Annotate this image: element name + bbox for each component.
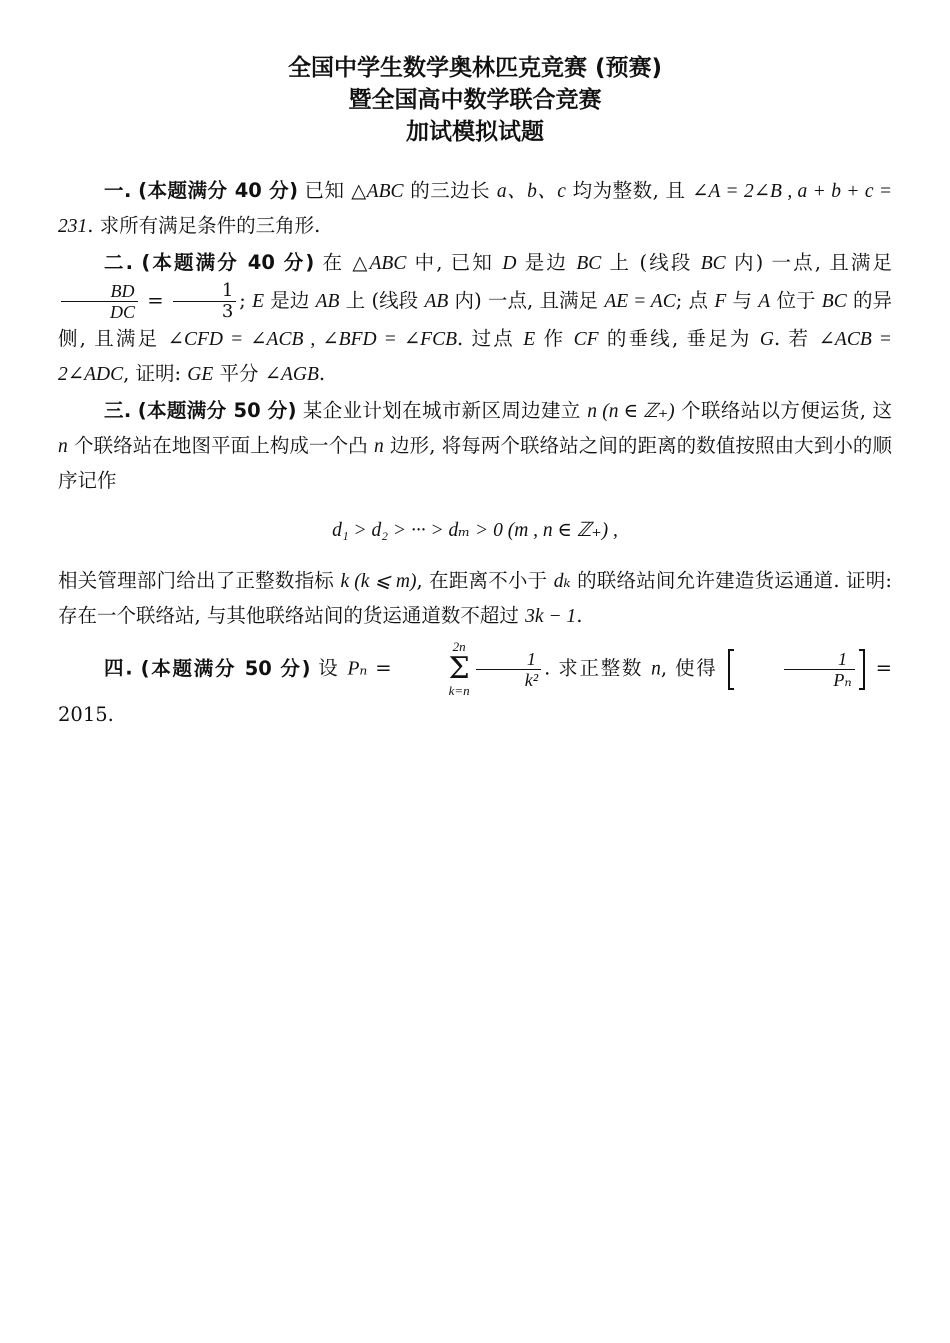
- summation: [402, 640, 469, 698]
- math: n: [58, 436, 68, 457]
- math: △ABC: [351, 181, 404, 202]
- fraction-denominator: k²: [524, 669, 539, 690]
- text: , 在距离不小于: [416, 569, 554, 592]
- math: BC: [821, 291, 847, 312]
- problem-number: 三.: [104, 399, 132, 422]
- math: CF: [573, 329, 599, 350]
- text: 内) 一点, 且满足: [448, 289, 605, 312]
- text: ; 点: [675, 289, 715, 312]
- text: 位于: [770, 289, 822, 312]
- problem-3: [58, 394, 892, 498]
- text: 已知: [304, 179, 352, 202]
- problem-number: 二.: [104, 251, 134, 274]
- text: 某企业计划在城市新区周边建立: [302, 399, 588, 422]
- math: D: [502, 253, 517, 274]
- fraction-denominator: Pₙ: [833, 669, 852, 690]
- fraction-numerator: 1: [173, 281, 236, 302]
- math: F: [714, 291, 727, 312]
- math: A: [758, 291, 771, 312]
- math: Pₙ: [347, 658, 368, 680]
- text: .: [576, 604, 583, 627]
- text: 均为整数, 且: [565, 179, 693, 202]
- text: 中, 已知: [406, 251, 503, 274]
- math: ∠ACB = 2∠ADC: [58, 329, 892, 385]
- title-line-2: 暨全国高中数学联合竞赛: [348, 87, 602, 113]
- text: 的异侧, 且满足: [58, 289, 892, 350]
- fraction-one-over-pn: [784, 649, 854, 690]
- math: ∠A = 2∠B , a + b + c = 231: [58, 181, 892, 237]
- text: 上 (线段: [601, 251, 701, 274]
- math: AB: [315, 291, 340, 312]
- problem-score: (本题满分 40 分): [138, 179, 299, 202]
- problem-number: 一.: [104, 179, 132, 202]
- problem-list: [58, 174, 892, 732]
- problem-score: (本题满分 40 分): [141, 251, 315, 274]
- text: 的三边长: [403, 179, 497, 202]
- problem-4: [58, 640, 892, 732]
- math: n: [374, 436, 384, 457]
- math: △ABC: [352, 253, 407, 274]
- fraction-one-third: [173, 281, 236, 322]
- fraction-numerator: 1: [476, 649, 541, 670]
- fraction-denominator: 3: [221, 301, 234, 322]
- math: ∠CFD = ∠ACB , ∠BFD = ∠FCB: [167, 329, 458, 350]
- problem-3-continued: [58, 564, 892, 634]
- fraction-one-over-k-squared: [476, 649, 541, 690]
- math: n: [651, 658, 661, 680]
- math: E: [523, 329, 536, 350]
- text: .: [318, 362, 326, 385]
- text: = 2015.: [58, 656, 892, 726]
- text: 是边: [264, 289, 316, 312]
- math: G: [759, 329, 774, 350]
- text: 内) 一点, 且满足: [725, 251, 893, 274]
- math: k (k ⩽ m): [340, 571, 417, 592]
- fraction-denominator: DC: [110, 302, 136, 322]
- exam-title: [58, 52, 892, 148]
- fraction-numerator: BD: [61, 281, 138, 302]
- text: 的联络站间允许建造货运通道. 证明: 存在一个联络站, 与其他联络站间的货运通道数不超过: [58, 569, 892, 627]
- math: GE: [187, 364, 214, 385]
- sigma-symbol: Σ: [448, 651, 470, 686]
- text: , 证明:: [123, 362, 188, 385]
- problem-score: (本题满分 50 分): [137, 399, 297, 422]
- math: BC: [700, 253, 726, 274]
- display-equation: d₁ > d₂ > ··· > dₘ > 0 (m , n ∈ ℤ₊) ,: [332, 520, 618, 541]
- math: a、b、c: [496, 181, 566, 202]
- fraction-bd-dc: [61, 281, 138, 322]
- problem-2: [58, 246, 892, 392]
- text: ;: [239, 289, 253, 312]
- math: BC: [576, 253, 602, 274]
- text: , 使得: [660, 656, 726, 680]
- problem-number: 四.: [104, 656, 133, 680]
- title-line-3: 加试模拟试题: [406, 119, 544, 145]
- math: n (n ∈ ℤ₊): [587, 401, 675, 422]
- text: . 若: [773, 327, 819, 350]
- fraction-numerator: 1: [784, 649, 854, 670]
- text: 在: [320, 251, 353, 274]
- text: 个联络站在地图平面上构成一个凸: [67, 434, 375, 457]
- text: 与: [726, 289, 759, 312]
- sum-lower-limit: k=n: [448, 683, 470, 698]
- text: =: [367, 656, 400, 680]
- text: 边形, 将每两个联络站之间的距离的数值按照由大到小的顺序记作: [58, 434, 892, 492]
- problem-1: [58, 174, 892, 244]
- math: E: [252, 291, 265, 312]
- text: 是边: [516, 251, 577, 274]
- text: . 求所有满足条件的三角形.: [87, 214, 321, 237]
- text: =: [141, 289, 170, 312]
- text: . 求正整数: [544, 656, 652, 680]
- text: 个联络站以方便运货, 这: [674, 399, 892, 422]
- text: . 过点: [457, 327, 524, 350]
- text: 设: [316, 656, 348, 680]
- math: 3k − 1: [525, 606, 577, 627]
- math: ∠AGB: [264, 364, 319, 385]
- problem-score: (本题满分 50 分): [140, 656, 311, 680]
- exam-page: [58, 52, 892, 734]
- text: 上 (线段: [339, 289, 425, 312]
- sum-upper-limit: 2n: [452, 639, 466, 654]
- math: dₖ: [553, 571, 571, 592]
- text: 的垂线, 垂足为: [598, 327, 760, 350]
- text: 相关管理部门给出了正整数指标: [58, 569, 341, 592]
- floor-bracket: [728, 649, 864, 690]
- math: AE = AC: [604, 291, 676, 312]
- text: 作: [535, 327, 574, 350]
- text: 平分: [213, 362, 265, 385]
- title-line-1: 全国中学生数学奥林匹克竞赛 (预赛): [287, 55, 663, 81]
- math: AB: [424, 291, 449, 312]
